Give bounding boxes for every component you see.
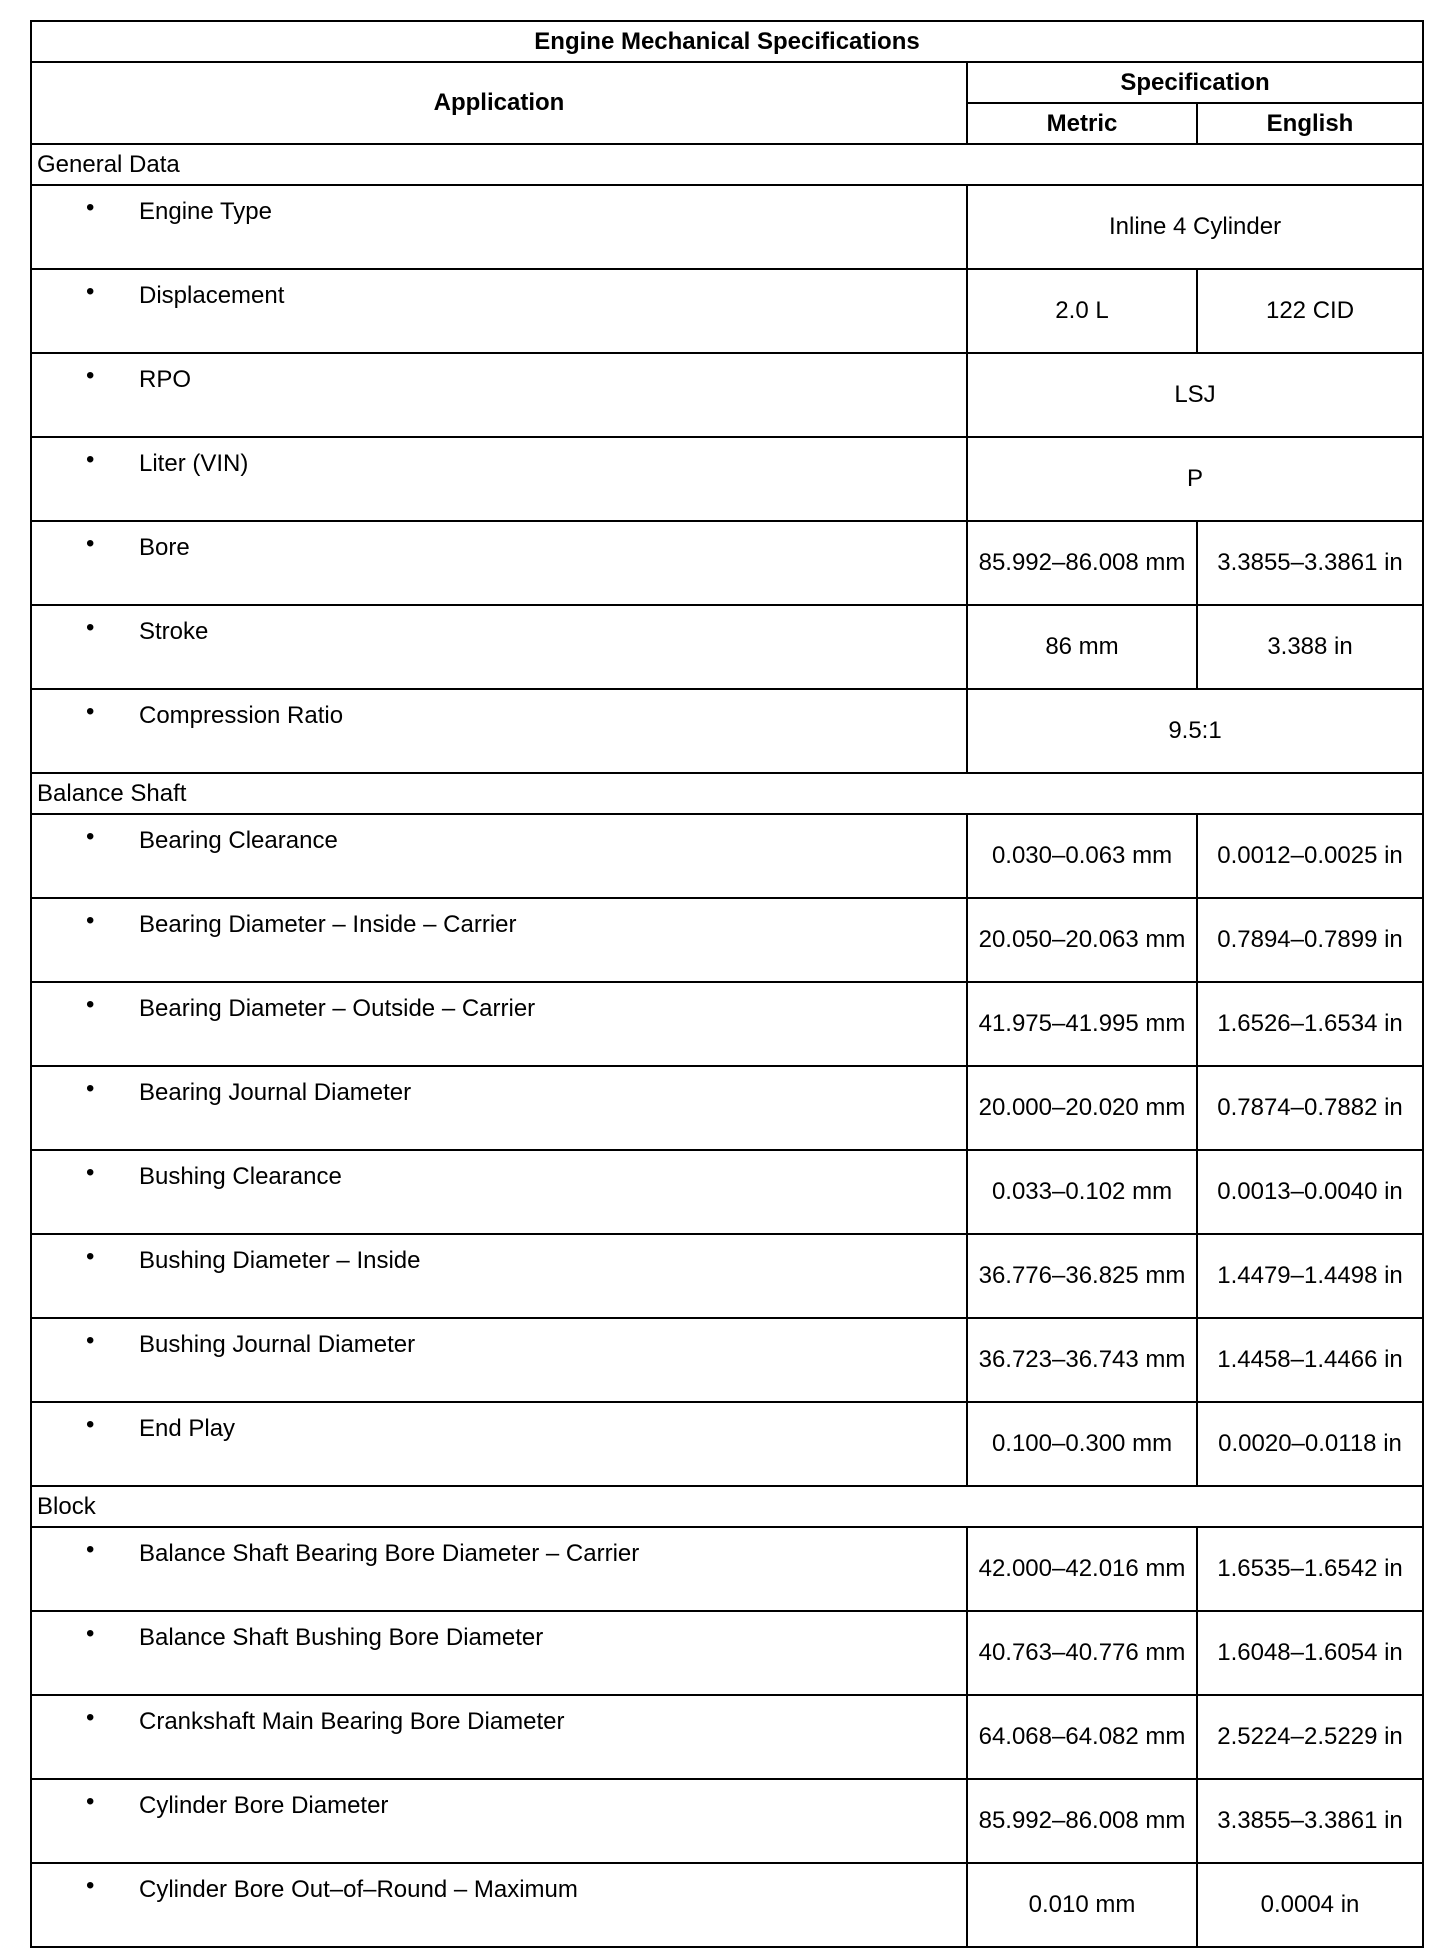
- metric-value: 20.000–20.020 mm: [967, 1066, 1197, 1150]
- metric-value: 86 mm: [967, 605, 1197, 689]
- bullet-icon: •: [86, 1704, 95, 1731]
- metric-value: 2.0 L: [967, 269, 1197, 353]
- spec-label: Bore: [139, 534, 190, 561]
- table-row: [31, 1150, 1423, 1234]
- table-row: [31, 1527, 1423, 1611]
- bullet-icon: •: [86, 1788, 95, 1815]
- english-value: 0.0004 in: [1197, 1863, 1423, 1947]
- spec-label: Cylinder Bore Out–of–Round – Maximum: [139, 1876, 578, 1903]
- table-row: [31, 1402, 1423, 1486]
- header-english: English: [1197, 103, 1423, 144]
- metric-value: 36.776–36.825 mm: [967, 1234, 1197, 1318]
- section-row: [31, 773, 1423, 814]
- application-cell: [31, 1527, 967, 1611]
- bullet-icon: •: [86, 362, 95, 389]
- spec-label: Bushing Clearance: [139, 1163, 342, 1190]
- bullet-icon: •: [86, 530, 95, 557]
- application-cell: [31, 1318, 967, 1402]
- bullet-icon: •: [86, 907, 95, 934]
- application-cell: [31, 814, 967, 898]
- table-row: [31, 1863, 1423, 1947]
- application-cell: [31, 689, 967, 773]
- application-cell: [31, 1611, 967, 1695]
- spec-value: P: [967, 437, 1423, 521]
- metric-value: 64.068–64.082 mm: [967, 1695, 1197, 1779]
- english-value: 2.5224–2.5229 in: [1197, 1695, 1423, 1779]
- bullet-icon: •: [86, 991, 95, 1018]
- application-cell: [31, 521, 967, 605]
- english-value: 0.0012–0.0025 in: [1197, 814, 1423, 898]
- spec-label: Balance Shaft Bearing Bore Diameter – Carrier: [139, 1540, 640, 1567]
- metric-value: 85.992–86.008 mm: [967, 1779, 1197, 1863]
- section-heading: General Data: [31, 144, 1423, 185]
- bullet-icon: •: [86, 1327, 95, 1354]
- section-heading: Balance Shaft: [31, 773, 1423, 814]
- metric-value: 85.992–86.008 mm: [967, 521, 1197, 605]
- application-cell: [31, 898, 967, 982]
- bullet-icon: •: [86, 823, 95, 850]
- application-cell: [31, 269, 967, 353]
- table-row: [31, 1611, 1423, 1695]
- spec-label: Bearing Clearance: [139, 827, 338, 854]
- table-row: [31, 353, 1423, 437]
- metric-value: 42.000–42.016 mm: [967, 1527, 1197, 1611]
- application-cell: [31, 1863, 967, 1947]
- metric-value: 36.723–36.743 mm: [967, 1318, 1197, 1402]
- bullet-icon: •: [86, 1075, 95, 1102]
- spec-label: Engine Type: [139, 198, 272, 225]
- table-row: [31, 521, 1423, 605]
- table-row: [31, 1234, 1423, 1318]
- bullet-icon: •: [86, 194, 95, 221]
- table-row: [31, 1779, 1423, 1863]
- application-cell: [31, 605, 967, 689]
- english-value: 0.0013–0.0040 in: [1197, 1150, 1423, 1234]
- spec-value: 9.5:1: [967, 689, 1423, 773]
- english-value: 122 CID: [1197, 269, 1423, 353]
- table-row: [31, 185, 1423, 269]
- application-cell: [31, 437, 967, 521]
- english-value: 1.6048–1.6054 in: [1197, 1611, 1423, 1695]
- application-cell: [31, 353, 967, 437]
- bullet-icon: •: [86, 278, 95, 305]
- table-row: [31, 437, 1423, 521]
- table-row: [31, 689, 1423, 773]
- application-cell: [31, 1066, 967, 1150]
- metric-value: 40.763–40.776 mm: [967, 1611, 1197, 1695]
- english-value: 3.388 in: [1197, 605, 1423, 689]
- spec-label: Bushing Diameter – Inside: [139, 1247, 421, 1274]
- bullet-icon: •: [86, 1159, 95, 1186]
- spec-label: Balance Shaft Bushing Bore Diameter: [139, 1624, 544, 1651]
- metric-value: 20.050–20.063 mm: [967, 898, 1197, 982]
- bullet-icon: •: [86, 1620, 95, 1647]
- spec-label: Liter (VIN): [139, 450, 249, 477]
- engine-spec-table: [30, 20, 1424, 1948]
- application-cell: [31, 982, 967, 1066]
- metric-value: 0.033–0.102 mm: [967, 1150, 1197, 1234]
- english-value: 1.6535–1.6542 in: [1197, 1527, 1423, 1611]
- spec-label: Bearing Journal Diameter: [139, 1079, 412, 1106]
- metric-value: 0.100–0.300 mm: [967, 1402, 1197, 1486]
- spec-label: Crankshaft Main Bearing Bore Diameter: [139, 1708, 565, 1735]
- spec-label: Bearing Diameter – Inside – Carrier: [139, 911, 517, 938]
- table-row: [31, 1066, 1423, 1150]
- english-value: 0.7894–0.7899 in: [1197, 898, 1423, 982]
- header-metric: Metric: [967, 103, 1197, 144]
- table-row: [31, 269, 1423, 353]
- table-row: [31, 1318, 1423, 1402]
- english-value: 3.3855–3.3861 in: [1197, 1779, 1423, 1863]
- bullet-icon: •: [86, 1243, 95, 1270]
- metric-value: 41.975–41.995 mm: [967, 982, 1197, 1066]
- table-row: [31, 898, 1423, 982]
- spec-label: Stroke: [139, 618, 209, 645]
- table-row: [31, 1695, 1423, 1779]
- application-cell: [31, 1234, 967, 1318]
- bullet-icon: •: [86, 1872, 95, 1899]
- table-row: [31, 605, 1423, 689]
- application-cell: [31, 1150, 967, 1234]
- table-row: [31, 982, 1423, 1066]
- application-cell: [31, 1695, 967, 1779]
- english-value: 0.7874–0.7882 in: [1197, 1066, 1423, 1150]
- section-heading: Block: [31, 1486, 1423, 1527]
- header-application: Application: [31, 62, 967, 144]
- table-title: Engine Mechanical Specifications: [31, 21, 1423, 62]
- header-specification: Specification: [967, 62, 1423, 103]
- metric-value: 0.010 mm: [967, 1863, 1197, 1947]
- english-value: 0.0020–0.0118 in: [1197, 1402, 1423, 1486]
- english-value: 1.4479–1.4498 in: [1197, 1234, 1423, 1318]
- bullet-icon: •: [86, 1536, 95, 1563]
- english-value: 1.6526–1.6534 in: [1197, 982, 1423, 1066]
- spec-label: RPO: [139, 366, 192, 393]
- metric-value: 0.030–0.063 mm: [967, 814, 1197, 898]
- bullet-icon: •: [86, 1411, 95, 1438]
- spec-label: Cylinder Bore Diameter: [139, 1792, 389, 1819]
- application-cell: [31, 1402, 967, 1486]
- bullet-icon: •: [86, 446, 95, 473]
- application-cell: [31, 185, 967, 269]
- section-row: [31, 1486, 1423, 1527]
- spec-label: Bearing Diameter – Outside – Carrier: [139, 995, 536, 1022]
- english-value: 1.4458–1.4466 in: [1197, 1318, 1423, 1402]
- spec-value: Inline 4 Cylinder: [967, 185, 1423, 269]
- bullet-icon: •: [86, 614, 95, 641]
- spec-label: Compression Ratio: [139, 702, 344, 729]
- section-row: [31, 144, 1423, 185]
- spec-label: Bushing Journal Diameter: [139, 1331, 416, 1358]
- spec-label: Displacement: [139, 282, 285, 309]
- spec-label: End Play: [139, 1415, 236, 1442]
- table-row: [31, 814, 1423, 898]
- bullet-icon: •: [86, 698, 95, 725]
- application-cell: [31, 1779, 967, 1863]
- spec-value: LSJ: [967, 353, 1423, 437]
- english-value: 3.3855–3.3861 in: [1197, 521, 1423, 605]
